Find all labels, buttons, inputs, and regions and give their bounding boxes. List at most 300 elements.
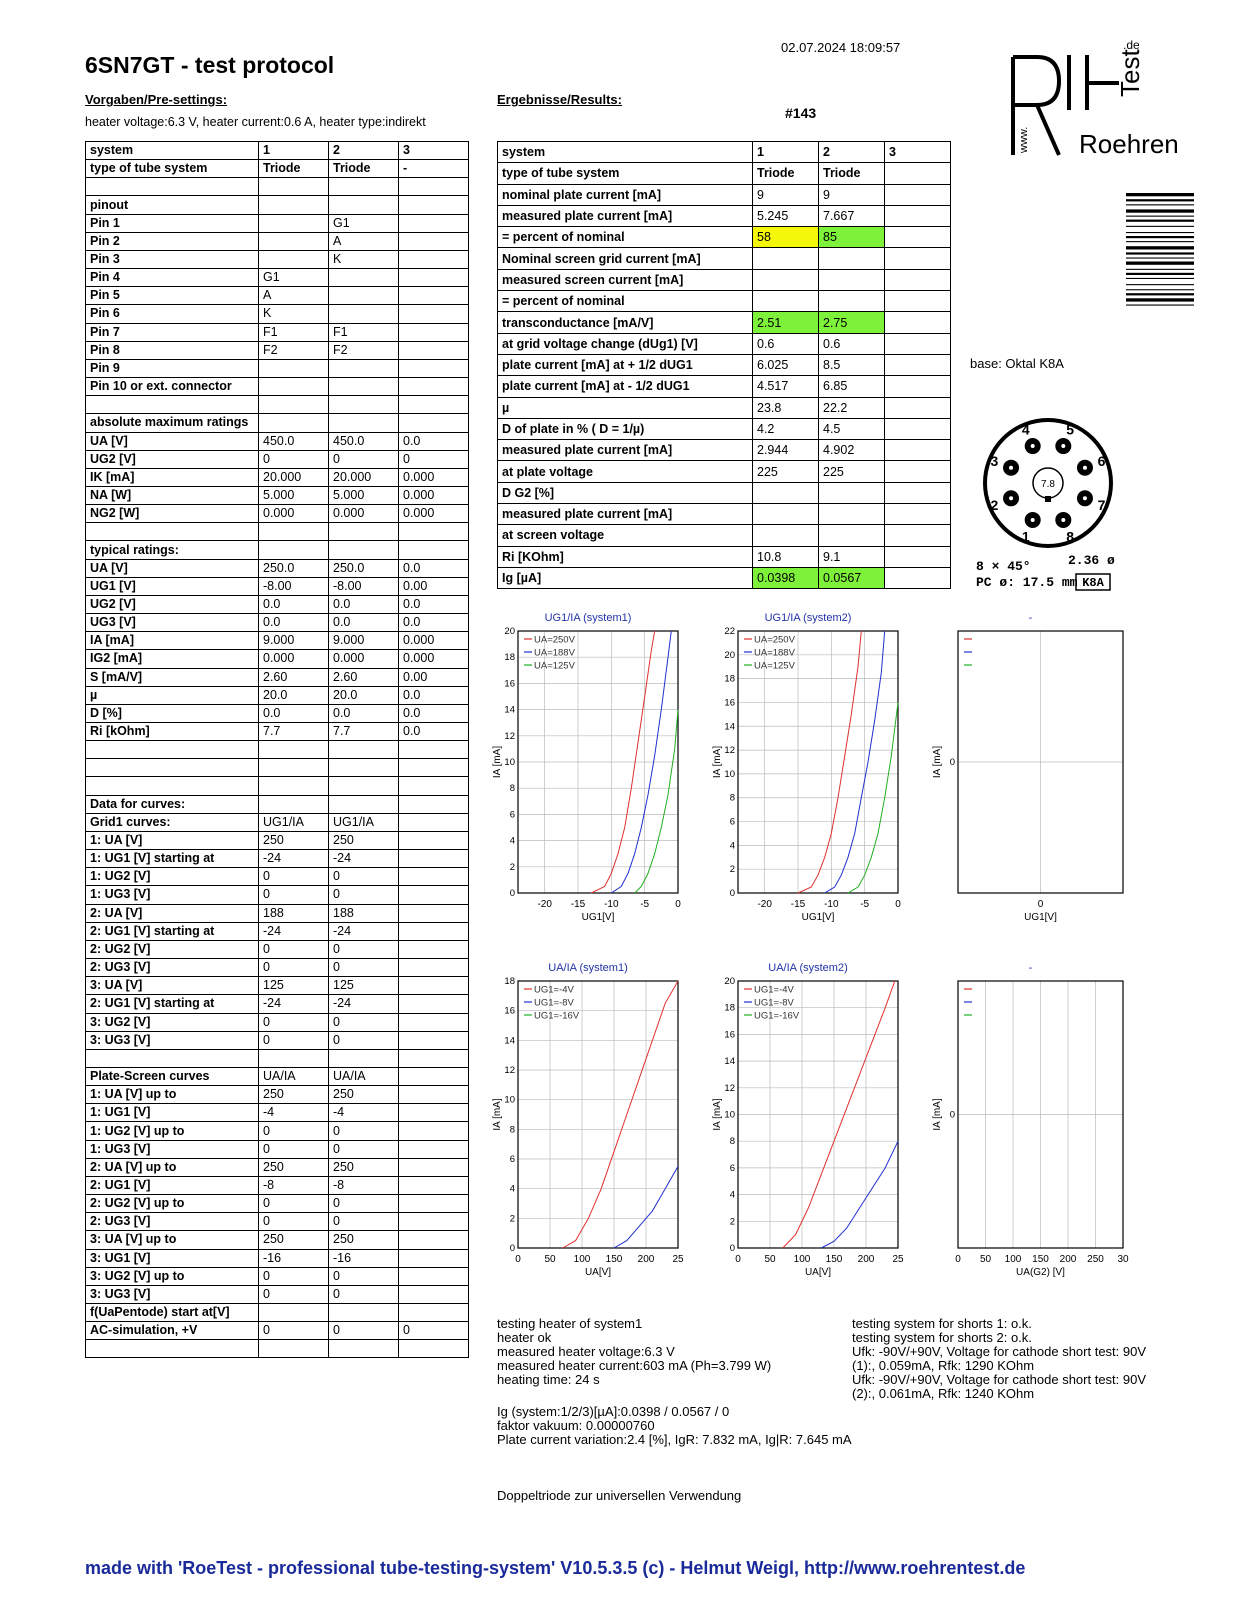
table-cell: 9	[753, 184, 819, 205]
x-tick-label: -10	[824, 899, 839, 910]
table-cell	[329, 287, 399, 305]
y-tick-label: 14	[724, 721, 735, 733]
table-cell	[885, 205, 951, 226]
table-cell: 1: UG3 [V]	[86, 886, 259, 904]
table-cell	[86, 777, 259, 795]
table-cell: Nominal screen grid current [mA]	[498, 248, 753, 269]
socket-pin-hole	[1061, 444, 1065, 448]
socket-pin-hole	[1009, 496, 1013, 500]
table-cell: Pin 9	[86, 359, 259, 377]
table-cell: A	[329, 232, 399, 250]
table-row	[86, 450, 469, 468]
table-cell	[753, 504, 819, 525]
x-tick-label: 50	[764, 1254, 776, 1265]
table-cell	[885, 546, 951, 567]
table-row	[86, 323, 469, 341]
table-cell: 85	[819, 227, 885, 248]
y-tick-label: 8	[729, 1136, 735, 1148]
table-row	[86, 396, 469, 414]
chart-title: UG1/IA (system2)	[764, 612, 852, 624]
table-cell: 250	[329, 1158, 399, 1176]
table-cell: D G2 [%]	[498, 482, 753, 503]
logo-test-text: Test	[1115, 49, 1145, 97]
table-cell: 0	[259, 1013, 329, 1031]
table-row	[498, 227, 951, 248]
table-cell	[399, 1176, 469, 1194]
table-cell: 3: UG1 [V]	[86, 1249, 259, 1267]
logo-roehren-text: Roehren	[1079, 129, 1179, 159]
table-row	[86, 142, 469, 160]
table-row	[86, 668, 469, 686]
chart-ua-ia-system3	[928, 953, 1133, 1288]
table-cell	[329, 196, 399, 214]
table-cell: 7.7	[329, 723, 399, 741]
x-tick-label: -5	[860, 899, 870, 910]
table-cell: F1	[329, 323, 399, 341]
table-cell	[399, 977, 469, 995]
table-cell: 3: UA [V]	[86, 977, 259, 995]
table-cell	[259, 214, 329, 232]
table-cell: -24	[259, 922, 329, 940]
table-cell	[885, 354, 951, 375]
table-cell	[259, 378, 329, 396]
table-cell	[399, 813, 469, 831]
barcode-bar	[1126, 226, 1194, 227]
table-cell	[399, 1285, 469, 1303]
table-cell	[329, 269, 399, 287]
table-row	[86, 1031, 469, 1049]
legend-label: UA=188V	[534, 647, 575, 659]
y-tick-label: 16	[504, 1005, 515, 1017]
heater-test-notes	[497, 1317, 771, 1387]
y-tick-label: 18	[724, 1002, 735, 1014]
table-cell	[399, 1104, 469, 1122]
table-cell	[259, 414, 329, 432]
table-row	[498, 354, 951, 375]
y-tick-label: 6	[509, 1154, 515, 1165]
table-cell	[259, 359, 329, 377]
table-cell: K	[259, 305, 329, 323]
table-cell: 0.0567	[819, 567, 885, 588]
table-cell	[259, 741, 329, 759]
y-tick-label: 8	[509, 1124, 515, 1136]
table-cell: Ig [µA]	[498, 567, 753, 588]
y-tick-label: 8	[729, 792, 735, 804]
table-cell	[86, 178, 259, 196]
table-cell: type of tube system	[498, 163, 753, 184]
table-cell	[399, 250, 469, 268]
table-cell: 1: UG1 [V]	[86, 1104, 259, 1122]
barcode-bar	[1126, 236, 1194, 238]
barcode-bar	[1126, 204, 1194, 205]
table-cell: 22.2	[819, 397, 885, 418]
table-cell: 250	[329, 831, 399, 849]
table-row	[86, 614, 469, 632]
roehrentest-logo	[1007, 35, 1179, 160]
table-row	[86, 468, 469, 486]
socket-pin-label: 8	[1066, 528, 1075, 545]
table-cell	[885, 504, 951, 525]
table-row	[498, 184, 951, 205]
legend-label: UA=125V	[534, 660, 575, 672]
table-cell: system	[86, 142, 259, 160]
chart-ug1-ia-system3	[928, 603, 1133, 933]
socket-pin-label: 5	[1066, 421, 1075, 438]
x-tick-label: -20	[537, 899, 552, 910]
table-cell	[329, 523, 399, 541]
table-row	[86, 831, 469, 849]
logo-www-text: www.	[1018, 126, 1030, 153]
table-cell: 3: UG2 [V]	[86, 1013, 259, 1031]
table-row	[498, 333, 951, 354]
table-cell: transconductance [mA/V]	[498, 312, 753, 333]
table-cell	[399, 850, 469, 868]
table-row	[86, 505, 469, 523]
note-line: measured heater current:603 mA (Ph=3.799 W)	[497, 1358, 772, 1373]
table-cell: S [mA/V]	[86, 668, 259, 686]
table-cell: 0.000	[259, 650, 329, 668]
x-tick-label: -15	[790, 899, 806, 910]
table-cell: 0.0	[399, 686, 469, 704]
table-cell	[259, 777, 329, 795]
legend-label: UG1=-4V	[754, 984, 794, 996]
x-tick-label: 150	[825, 1254, 843, 1265]
table-cell	[399, 396, 469, 414]
note-line: Ufk: -90V/+90V, Voltage for cathode short test: 90V	[852, 1372, 1147, 1387]
note-line: testing heater of system1	[497, 1316, 643, 1331]
table-row	[86, 160, 469, 178]
table-row	[86, 1249, 469, 1267]
table-cell	[259, 1049, 329, 1067]
y-axis-label: IA [mA]	[492, 1098, 503, 1131]
table-row	[498, 205, 951, 226]
table-cell	[399, 305, 469, 323]
socket-diagram	[968, 418, 1133, 593]
table-row	[498, 248, 951, 269]
table-cell	[399, 178, 469, 196]
datetime: 02.07.2024 18:09:57	[781, 40, 901, 55]
table-cell: 0.0398	[753, 567, 819, 588]
table-cell	[259, 795, 329, 813]
y-tick-label: 0	[729, 888, 735, 899]
table-cell: 0.000	[259, 505, 329, 523]
socket-angle: 8 × 45°	[976, 559, 1031, 574]
table-cell	[399, 1249, 469, 1267]
table-cell: F2	[329, 341, 399, 359]
y-tick-label: 16	[504, 678, 515, 690]
table-cell: 1: UG2 [V] up to	[86, 1122, 259, 1140]
table-cell: 0.000	[399, 486, 469, 504]
table-cell: 0.000	[329, 650, 399, 668]
y-tick-label: 2	[729, 864, 735, 876]
barcode-bar	[1126, 241, 1194, 242]
table-cell: 0	[329, 868, 399, 886]
table-cell: 2: UG1 [V] starting at	[86, 922, 259, 940]
table-cell	[819, 525, 885, 546]
table-cell: UA/IA	[259, 1067, 329, 1085]
table-cell: 0	[259, 1195, 329, 1213]
barcode-bar	[1126, 252, 1194, 254]
barcode-bar	[1126, 273, 1194, 275]
table-cell: 20.0	[329, 686, 399, 704]
table-cell	[329, 359, 399, 377]
y-tick-label: 14	[724, 1056, 735, 1068]
short-test-notes	[852, 1317, 1146, 1401]
table-cell: 0	[399, 1322, 469, 1340]
barcode-bar	[1126, 246, 1194, 249]
table-row	[86, 305, 469, 323]
table-cell: F2	[259, 341, 329, 359]
table-cell: 0.0	[399, 432, 469, 450]
table-row	[86, 359, 469, 377]
table-cell: measured plate current [mA]	[498, 205, 753, 226]
table-cell: 188	[259, 904, 329, 922]
barcode-bar	[1126, 298, 1194, 301]
table-cell: 2: UG1 [V]	[86, 1176, 259, 1194]
table-cell	[399, 214, 469, 232]
table-cell: 0.0	[399, 559, 469, 577]
table-row	[498, 440, 951, 461]
table-cell: Pin 1	[86, 214, 259, 232]
barcode-bar	[1126, 232, 1194, 233]
table-row	[86, 904, 469, 922]
table-cell: 250	[259, 1231, 329, 1249]
table-cell: 250.0	[259, 559, 329, 577]
table-cell: 0	[329, 1195, 399, 1213]
table-row	[86, 1122, 469, 1140]
table-row	[498, 482, 951, 503]
table-cell	[399, 323, 469, 341]
barcode-bar	[1126, 278, 1194, 279]
table-cell: 9.000	[259, 632, 329, 650]
legend-label: UA=250V	[534, 634, 575, 646]
table-cell: 0	[259, 886, 329, 904]
x-tick-label: 200	[1059, 1254, 1077, 1265]
table-cell	[819, 269, 885, 290]
table-row	[86, 269, 469, 287]
table-cell	[399, 1140, 469, 1158]
table-cell	[259, 196, 329, 214]
y-tick-label: 4	[729, 840, 735, 852]
table-cell	[399, 886, 469, 904]
table-cell	[885, 163, 951, 184]
legend-label: UG1=-16V	[534, 1010, 580, 1022]
table-cell	[885, 184, 951, 205]
table-row	[86, 723, 469, 741]
socket-pin-hole	[1031, 444, 1035, 448]
table-cell: 0	[259, 450, 329, 468]
table-cell: 250	[329, 1231, 399, 1249]
y-axis-label: IA [mA]	[932, 745, 943, 779]
table-cell	[86, 759, 259, 777]
x-tick-label: 25	[672, 1254, 684, 1265]
barcode-bar	[1126, 209, 1194, 212]
note-line: heating time: 24 s	[497, 1372, 600, 1387]
table-cell: 1: UA [V] up to	[86, 1086, 259, 1104]
legend-label: UG1=-8V	[754, 997, 794, 1009]
table-cell: measured plate current [mA]	[498, 440, 753, 461]
table-cell	[885, 461, 951, 482]
table-cell: NG2 [W]	[86, 505, 259, 523]
x-tick-label: 25	[892, 1254, 904, 1265]
table-cell: 0.000	[399, 468, 469, 486]
y-tick-label: 2	[509, 1213, 515, 1225]
table-cell: plate current [mA] at + 1/2 dUG1	[498, 354, 753, 375]
y-tick-label: 4	[729, 1189, 735, 1201]
x-axis-label: UG1[V]	[1024, 912, 1057, 923]
table-cell: 3	[399, 142, 469, 160]
table-cell	[399, 904, 469, 922]
table-row	[86, 1176, 469, 1194]
table-cell: Data for curves:	[86, 795, 259, 813]
x-tick-label: -10	[604, 899, 619, 910]
table-row	[86, 632, 469, 650]
table-row	[86, 1304, 469, 1322]
table-cell	[399, 831, 469, 849]
socket-pin-hole	[1061, 518, 1065, 522]
table-cell	[399, 196, 469, 214]
x-tick-label: -15	[570, 899, 586, 910]
y-tick-label: 6	[509, 809, 515, 821]
heater-settings: heater voltage:6.3 V, heater current:0.6 A, heater type:indirekt	[85, 115, 426, 129]
table-cell: -	[399, 160, 469, 178]
barcode-bar	[1126, 262, 1194, 265]
table-row	[86, 813, 469, 831]
table-cell	[399, 868, 469, 886]
table-cell	[819, 482, 885, 503]
table-cell: Triode	[259, 160, 329, 178]
table-cell	[259, 541, 329, 559]
table-cell: 0.000	[329, 505, 399, 523]
table-row	[86, 1340, 469, 1358]
legend-label: UA=125V	[754, 660, 795, 672]
y-tick-label: 22	[724, 626, 735, 637]
table-cell: 2	[329, 142, 399, 160]
table-cell	[399, 1195, 469, 1213]
table-cell: 2: UA [V]	[86, 904, 259, 922]
table-cell	[399, 1049, 469, 1067]
table-row	[498, 376, 951, 397]
table-row	[86, 1104, 469, 1122]
table-cell: IA [mA]	[86, 632, 259, 650]
table-cell: 2: UG2 [V]	[86, 940, 259, 958]
table-cell: 0.0	[399, 614, 469, 632]
table-cell: 1: UG2 [V]	[86, 868, 259, 886]
table-cell: µ	[498, 397, 753, 418]
y-tick-label: 0	[949, 757, 955, 768]
legend-label: UG1=-8V	[534, 997, 574, 1009]
table-cell	[885, 567, 951, 588]
table-cell	[329, 396, 399, 414]
y-tick-label: 4	[509, 1183, 515, 1195]
barcode-bar	[1126, 258, 1194, 259]
table-cell	[399, 759, 469, 777]
base-label: base: Oktal K8A	[970, 356, 1064, 371]
table-cell: 0	[329, 1140, 399, 1158]
table-cell	[259, 396, 329, 414]
pre-settings-title: Vorgaben/Pre-settings:	[85, 92, 228, 107]
socket-diameter: 2.36 ø	[1068, 553, 1115, 568]
table-cell	[399, 414, 469, 432]
series-line	[563, 981, 678, 1248]
table-cell: 0.6	[753, 333, 819, 354]
table-cell	[753, 248, 819, 269]
table-row	[86, 523, 469, 541]
table-row	[86, 595, 469, 613]
table-cell: 0	[259, 1140, 329, 1158]
table-cell	[399, 1267, 469, 1285]
table-cell: 0.0	[259, 614, 329, 632]
chart-title: -	[1028, 612, 1033, 624]
table-cell: 2: UG3 [V]	[86, 959, 259, 977]
table-row	[86, 868, 469, 886]
table-cell	[259, 759, 329, 777]
table-cell: 0	[259, 1213, 329, 1231]
x-tick-label: 30	[1117, 1254, 1129, 1265]
table-cell: Ri [KOhm]	[498, 546, 753, 567]
table-cell: -24	[329, 850, 399, 868]
table-cell: Pin 4	[86, 269, 259, 287]
table-row	[86, 541, 469, 559]
barcode-bar	[1126, 284, 1194, 285]
table-row	[498, 163, 951, 184]
chart-ug1-ia-system1	[488, 603, 688, 933]
series-line	[798, 631, 861, 893]
table-cell: measured plate current [mA]	[498, 504, 753, 525]
y-tick-label: 12	[724, 1082, 735, 1094]
y-tick-label: 16	[724, 1029, 735, 1041]
barcode-bar	[1126, 293, 1194, 295]
x-tick-label: 50	[544, 1254, 556, 1265]
table-cell	[399, 232, 469, 250]
table-row	[86, 577, 469, 595]
note-line: faktor vakuum: 0.00000760	[497, 1418, 655, 1433]
table-cell	[86, 523, 259, 541]
table-cell: 20.000	[329, 468, 399, 486]
table-cell: UA/IA	[329, 1067, 399, 1085]
x-tick-label: 200	[857, 1254, 875, 1265]
table-row	[86, 704, 469, 722]
table-cell: 5.000	[259, 486, 329, 504]
table-cell	[329, 1304, 399, 1322]
table-cell: Pin 2	[86, 232, 259, 250]
table-cell: 2.60	[259, 668, 329, 686]
table-cell: -24	[329, 922, 399, 940]
x-tick-label: 50	[979, 1254, 992, 1265]
barcode	[1126, 193, 1194, 338]
table-cell: G1	[259, 269, 329, 287]
table-cell	[329, 741, 399, 759]
table-cell: 7.667	[819, 205, 885, 226]
chart-ug1-ia-system2	[708, 603, 908, 933]
x-tick-label: 100	[793, 1254, 811, 1265]
table-cell: -4	[259, 1104, 329, 1122]
table-cell: 188	[329, 904, 399, 922]
table-cell: 0.0	[329, 704, 399, 722]
table-cell	[885, 248, 951, 269]
note-line: Ufk: -90V/+90V, Voltage for cathode short test: 90V	[852, 1344, 1147, 1359]
table-cell: 9.1	[819, 546, 885, 567]
table-row	[86, 795, 469, 813]
table-cell: A	[259, 287, 329, 305]
table-cell: AC-simulation, +V	[86, 1322, 259, 1340]
table-cell: 4.5	[819, 418, 885, 439]
note-line: Plate current variation:2.4 [%], IgR: 7.832 mA, Ig|R: 7.645 mA	[497, 1432, 852, 1447]
table-cell	[819, 504, 885, 525]
table-cell: 1: UA [V]	[86, 831, 259, 849]
table-cell	[86, 1340, 259, 1358]
serial-number: #143	[785, 105, 817, 121]
